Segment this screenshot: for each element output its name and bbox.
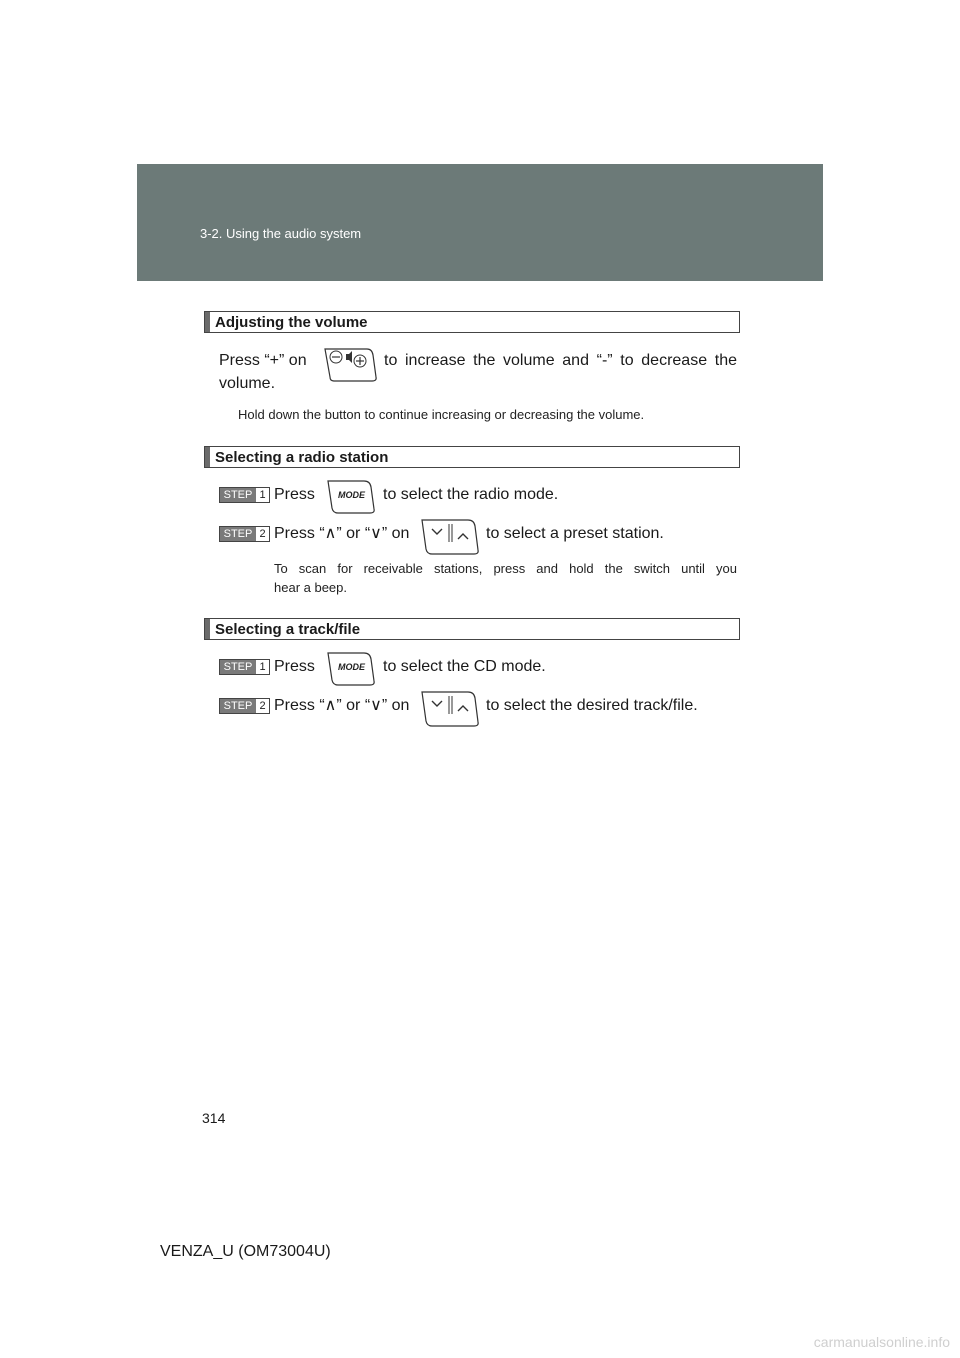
radio-step2-text-a: Press “∧” or “∨” on: [274, 525, 410, 542]
track-heading-label: Selecting a track/file: [215, 621, 361, 638]
track-step1-text-a: Press: [274, 658, 315, 675]
radio-note-line2: hear a beep.: [274, 580, 348, 595]
heading-accent: [205, 619, 210, 639]
volume-text-line2: volume.: [219, 375, 276, 392]
footer-code: VENZA_U (OM73004U): [160, 1243, 331, 1260]
section-title: 3-2. Using the audio system: [200, 226, 362, 241]
svg-text:MODE: MODE: [338, 490, 365, 500]
track-step2-text-a: Press “∧” or “∨” on: [274, 697, 410, 714]
volume-note: Hold down the button to continue increasing or decreasing the volume.: [238, 407, 645, 422]
page-number: 314: [202, 1110, 226, 1126]
radio-step2-text-b: to select a preset station.: [486, 525, 664, 542]
radio-note-line1: To scan for receivable stations, press and hold the switch until you: [274, 561, 737, 576]
track-step1-badge: STEP 1: [219, 659, 270, 675]
volume-text-b: to increase the volume and “-” to decrease the: [384, 352, 737, 369]
radio-heading: [204, 446, 740, 468]
header-band: [137, 164, 823, 281]
mode-button-icon: [324, 648, 376, 688]
watermark: carmanualsonline.info: [813, 1334, 950, 1350]
volume-text-a: Press “+” on: [219, 352, 307, 369]
volume-switch-icon: [322, 343, 378, 383]
track-step2-text-b: to select the desired track/file.: [486, 697, 698, 714]
heading-accent: [205, 312, 210, 332]
volume-heading-label: Adjusting the volume: [215, 314, 368, 331]
mode-button-icon: [324, 476, 376, 516]
radio-heading-label: Selecting a radio station: [215, 449, 389, 466]
radio-step1-text-a: Press: [274, 486, 315, 503]
heading-accent: [205, 447, 210, 467]
track-step1-text-b: to select the CD mode.: [383, 658, 546, 675]
radio-step2-badge: STEP 2: [219, 526, 270, 542]
seek-switch-icon: [418, 515, 480, 557]
track-step2-badge: STEP 2: [219, 698, 270, 714]
seek-switch-icon: [418, 687, 480, 729]
svg-text:MODE: MODE: [338, 662, 365, 672]
track-heading: [204, 618, 740, 640]
volume-heading: [204, 311, 740, 333]
radio-step1-badge: STEP 1: [219, 487, 270, 503]
radio-step1-text-b: to select the radio mode.: [383, 486, 559, 503]
